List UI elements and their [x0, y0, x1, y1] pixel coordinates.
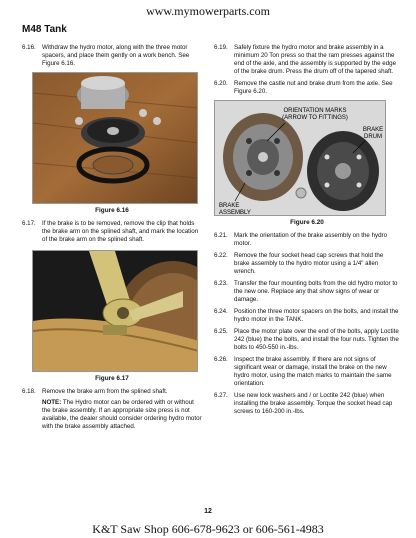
note-text: The Hydro motor can be ordered with or without the brake assembly. If an appropriate size press is not available, the dealer should consider ordering hydro motor with the brake assembly attached. [42, 399, 202, 430]
step-text: Remove the brake arm from the splined shaft. [42, 388, 168, 395]
step-number: 6.18. [22, 388, 36, 395]
step-6-17 [22, 220, 202, 244]
step-6-18 [22, 388, 202, 396]
step-6-23 [214, 280, 400, 304]
step-number: 6.22. [214, 252, 228, 259]
brake-assembly-photo [215, 101, 386, 216]
step-6-25 [214, 328, 400, 352]
step-6-20 [214, 80, 400, 96]
step-6-24 [214, 308, 400, 324]
label-orientation-sub: (ARROW TO FITTINGS) [282, 115, 348, 121]
step-text: Safely fixture the hydro motor and brake assembly in a minimum 20 Ton press so that the ram presses against the end of the axle, and the assembly is supported by the edge of the brake drum. Press the drum off of the tapered shaft. [234, 44, 397, 75]
document-title: M48 Tank [22, 24, 67, 35]
label-brake-drum-sub: DRUM [364, 134, 382, 140]
label-brake-assembly: BRAKE [219, 203, 240, 209]
step-6-22 [214, 252, 400, 276]
label-brake-drum: BRAKE [362, 127, 384, 133]
right-column [214, 44, 400, 420]
step-text: Remove the four socket head cap screws that hold the brake assembly to the hydro motor using a 1/4" allen wrench. [234, 252, 384, 275]
step-text: Remove the castle nut and brake drum from the axle. See Figure 6.20. [234, 80, 393, 95]
step-number: 6.21. [214, 232, 228, 239]
figure-6-20-caption: Figure 6.20 [290, 219, 324, 226]
site-url: www.mymowerparts.com [146, 4, 270, 18]
page-number: 12 [204, 508, 212, 515]
step-6-16 [22, 44, 202, 68]
step-text: Place the motor plate over the end of the bolts, apply Loctite 242 (blue) the the bolts, and install the four nuts. Tighten the bolts to 450-550 in.-lbs. [234, 328, 399, 351]
step-number: 6.16. [22, 44, 36, 51]
note-label: NOTE: [42, 399, 62, 406]
figure-6-17-caption: Figure 6.17 [95, 375, 129, 382]
step-text: Transfer the four mounting bolts from the old hydro motor to the new one. Replace any that show signs of wear or damage. [234, 280, 398, 303]
step-text: Mark the orientation of the brake assembly on the hydro motor. [234, 232, 388, 247]
step-number: 6.23. [214, 280, 228, 287]
step-number: 6.25. [214, 328, 228, 335]
step-number: 6.24. [214, 308, 228, 315]
right-steps-bottom [214, 232, 400, 416]
label-orientation: ORIENTATION MARKS [283, 108, 347, 114]
step-6-19 [214, 44, 400, 76]
label-brake-assembly-sub: ASSEMBLY [219, 210, 251, 216]
step-text: Position the three motor spacers on the bolts, and install the hydro motor in the TANK. [234, 308, 399, 323]
note [42, 399, 202, 431]
step-number: 6.20. [214, 80, 228, 87]
brake-arm-photo [33, 251, 198, 372]
figure-6-16-caption: Figure 6.16 [95, 207, 129, 214]
step-text: If the brake is to be removed, remove the clip that holds the brake arm on the splined shaft, and mark the location of the brake arm on the splined shaft. [42, 220, 199, 243]
step-text: Withdraw the hydro motor, along with the three motor spacers, and place them gently on a work bench. See Figure 6.16. [42, 44, 190, 67]
step-number: 6.17. [22, 220, 36, 227]
step-text: Inspect the brake assembly. If there are not signs of significant wear or damage, install the brake on the new hydro motor, using the match marks to maintain the same orientation. [234, 356, 392, 387]
footer-shop-contact: K&T Saw Shop 606-678-9623 or 606-561-4983 [92, 522, 324, 536]
step-number: 6.19. [214, 44, 228, 51]
step-6-21 [214, 232, 400, 248]
step-number: 6.26. [214, 356, 228, 363]
hydro-motor-photo [33, 73, 198, 204]
figure-6-20-photo [214, 100, 386, 216]
step-text: Use new lock washers and / or Loctite 242 (blue) when installing the brake assembly. Torque the socket head cap screws to 160-200 in.-lbs. [234, 392, 393, 415]
step-number: 6.27. [214, 392, 228, 399]
left-column [22, 44, 202, 435]
figure-6-17-photo [32, 250, 198, 372]
step-6-27 [214, 392, 400, 416]
step-6-26 [214, 356, 400, 388]
figure-6-16-photo [32, 72, 198, 204]
